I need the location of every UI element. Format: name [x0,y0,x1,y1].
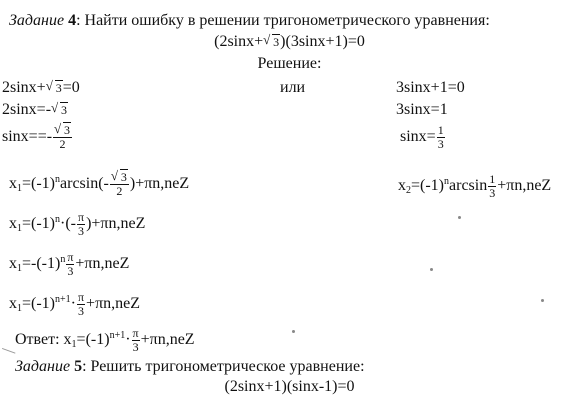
scan-speck [458,216,461,219]
answer-line: Ответ: $x_1=(-1)^{n+1}\cdot$ $\frac{\pi}{3}$ +πn,neZ [15,326,195,354]
or-text: или [280,79,306,96]
left-line-1: 2sinx+√ 3=0 [2,79,80,97]
right-line-2: 3sinx=1 [396,101,448,118]
scan-speck [541,299,544,302]
right-line-1: 3sinx+1=0 [396,79,465,96]
left-line-5: $x_1=(-1)^n\cdot(-$ $\frac{\pi}{3}$ )+πn,neZ [9,210,146,238]
left-line-4: $x_1=(-1)^n\arcsin(-$ √ $\frac{3}{2}$ )+πn,neZ [9,171,189,198]
right-line-4: $x_2=(-1)^n\arcsin$ $\frac{1}{3}$ +πn,neZ [398,172,552,200]
left-line-2: 2sinx=-√ 3 [2,101,68,119]
left-line-7: $x_1=(-1)^{n+1}\cdot$ $\frac{\pi}{3}$ +πn,neZ [9,290,141,318]
solution-title: Решение: [257,55,322,72]
task5-text: : Решить тригонометрическое уравнение: [82,358,365,375]
task4-heading [9,12,490,30]
task4-text: : Найти ошибку в решении тригонометрического уравнения: [76,12,490,29]
scan-speck [430,268,433,271]
task5-heading [15,358,365,376]
task5-label: Задание [15,358,71,375]
answer-label: Ответ: [15,331,60,349]
left-line-3: sinx==- √ $\frac{3}{2}$ [2,124,73,151]
task4-number: 4 [68,12,77,29]
task5-equation: (2sinx+1)(sinx-1)=0 [224,378,355,395]
task4-equation: (2sinx+√ 3)(3sinx+1)=0 [0,33,579,51]
left-line-6: $x_1=-(-1)^n$ $\frac{\pi}{3}$ +πn,neZ [9,250,130,278]
task5-number: 5 [74,358,83,375]
scan-edge-mark [0,348,15,363]
right-line-3: sinx= $\frac{1}{3}$ [400,123,444,151]
scan-speck [292,330,295,333]
task4-label: Задание [9,12,65,29]
